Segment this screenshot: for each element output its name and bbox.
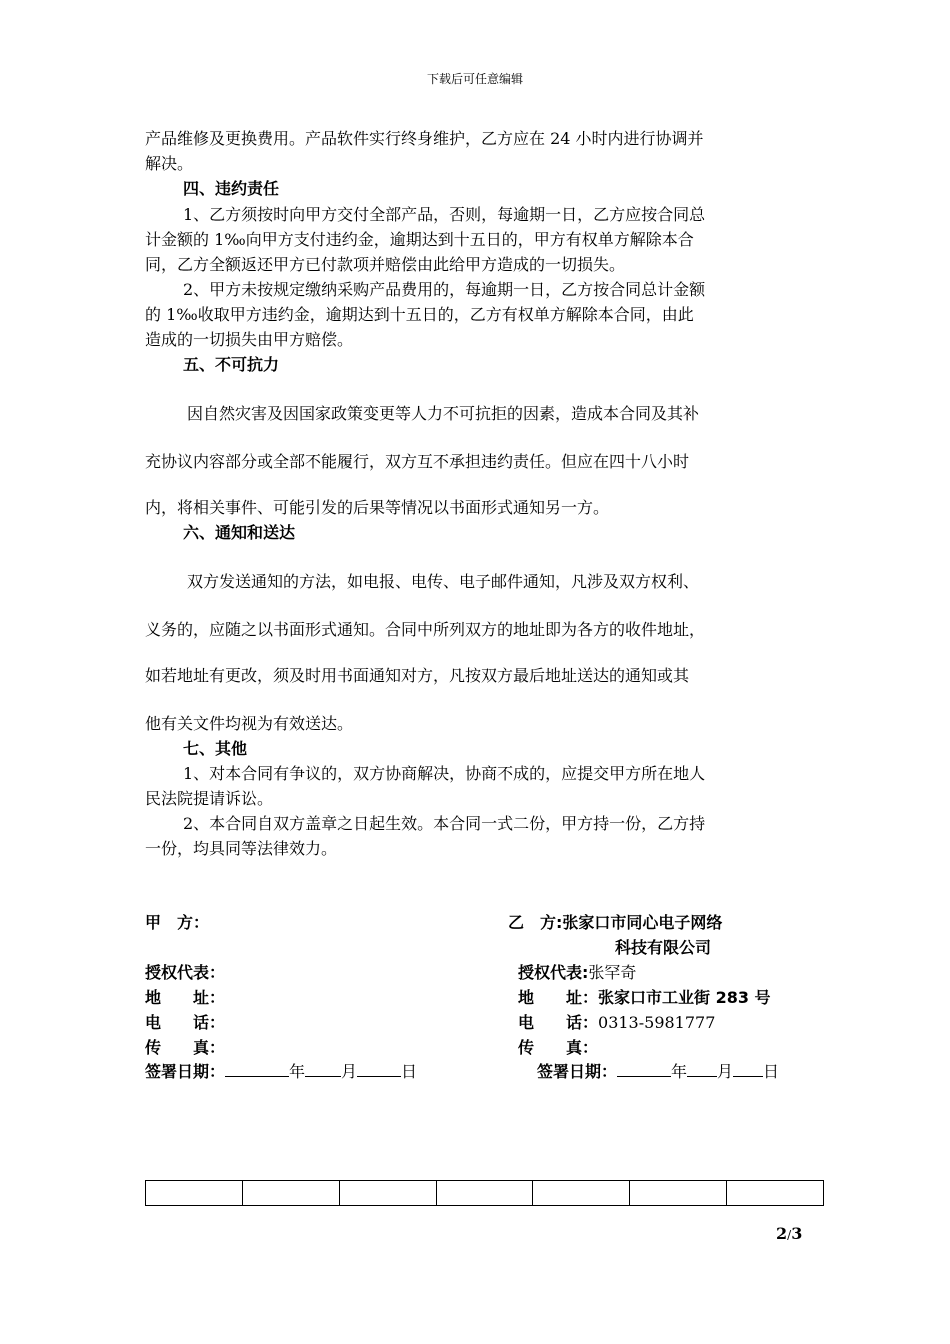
body-line: 因自然灾害及因国家政策变更等人力不可抗拒的因素，造成本合同及其补 [187, 404, 700, 423]
party-a-rep: 授权代表： [145, 963, 226, 982]
party-b-phone: 电 话：0313-5981777 [518, 1013, 716, 1032]
blank-line [687, 1062, 717, 1077]
table-cell [339, 1181, 436, 1206]
table-cell [146, 1181, 243, 1206]
section-heading: 四、违约责任 [183, 179, 280, 198]
table-cell [533, 1181, 630, 1206]
party-a-label: 甲 方： [145, 913, 210, 932]
blank-line [305, 1062, 341, 1077]
page-header: 下载后可任意编辑 [426, 72, 523, 86]
party-b-label: 乙 方:张家口市同心电子网络 [508, 913, 723, 932]
section-heading: 七、其他 [183, 739, 248, 758]
body-line: 内，将相关事件、可能引发的后果等情况以书面形式通知另一方。 [145, 498, 610, 517]
body-line: 同，乙方全额返还甲方已付款项并赔偿由此给甲方造成的一切损失。 [145, 255, 626, 274]
body-line: 如若地址有更改，须及时用书面通知对方，凡按双方最后地址送达的通知或其 [145, 666, 690, 685]
table-cell [727, 1181, 824, 1206]
table-cell [630, 1181, 727, 1206]
party-a-date: 签署日期： 年 月 日 [145, 1062, 418, 1081]
body-line: 双方发送通知的方法，如电报、电传、电子邮件通知，凡涉及双方权利、 [187, 572, 700, 591]
body-line: 1、对本合同有争议的，双方协商解决，协商不成的，应提交甲方所在地人 [183, 764, 706, 783]
body-line: 1、乙方须按时向甲方交付全部产品，否则，每逾期一日，乙方应按合同总 [183, 205, 706, 224]
party-a-address: 地 址： [145, 988, 226, 1007]
body-line: 他有关文件均视为有效送达。 [145, 714, 354, 733]
section-heading: 五、不可抗力 [183, 355, 280, 374]
section-heading: 六、通知和送达 [183, 523, 296, 542]
blank-line [357, 1062, 401, 1077]
table-row [146, 1181, 824, 1206]
table-cell [436, 1181, 533, 1206]
body-line: 解决。 [145, 154, 194, 173]
body-line: 计金额的 1‰向甲方支付违约金，逾期达到十五日的，甲方有权单方解除本合 [145, 230, 694, 249]
body-line: 民法院提请诉讼。 [145, 789, 274, 808]
table-cell [242, 1181, 339, 1206]
body-line: 一份，均具同等法律效力。 [145, 839, 338, 858]
party-b-name-line2: 科技有限公司 [615, 938, 712, 957]
party-b-date: 签署日期： 年 月 日 [537, 1062, 780, 1081]
blank-line [617, 1062, 671, 1077]
empty-grid-table [145, 1180, 824, 1206]
blank-line [225, 1062, 289, 1077]
party-b-fax: 传 真： [518, 1038, 599, 1057]
body-line: 的 1‰收取甲方违约金，逾期达到十五日的，乙方有权单方解除本合同，由此 [145, 305, 694, 324]
body-line: 造成的一切损失由甲方赔偿。 [145, 330, 354, 349]
body-line: 2、本合同自双方盖章之日起生效。本合同一式二份，甲方持一份，乙方持 [183, 814, 706, 833]
body-line: 充协议内容部分或全部不能履行，双方互不承担违约责任。但应在四十八小时 [145, 452, 690, 471]
body-line: 义务的，应随之以书面形式通知。合同中所列双方的地址即为各方的收件地址， [145, 620, 706, 639]
party-a-fax: 传 真： [145, 1038, 226, 1057]
body-line: 2、甲方未按规定缴纳采购产品费用的，每逾期一日，乙方按合同总计金额 [183, 280, 706, 299]
party-b-address: 地 址：张家口市工业街 283 号 [518, 988, 771, 1007]
page-number: 2/3 [776, 1224, 803, 1243]
body-line: 产品维修及更换费用。产品软件实行终身维护，乙方应在 24 小时内进行协调并 [145, 129, 704, 148]
party-a-phone: 电 话： [145, 1013, 226, 1032]
party-b-rep: 授权代表:张罕奇 [518, 963, 637, 982]
blank-line [733, 1062, 763, 1077]
